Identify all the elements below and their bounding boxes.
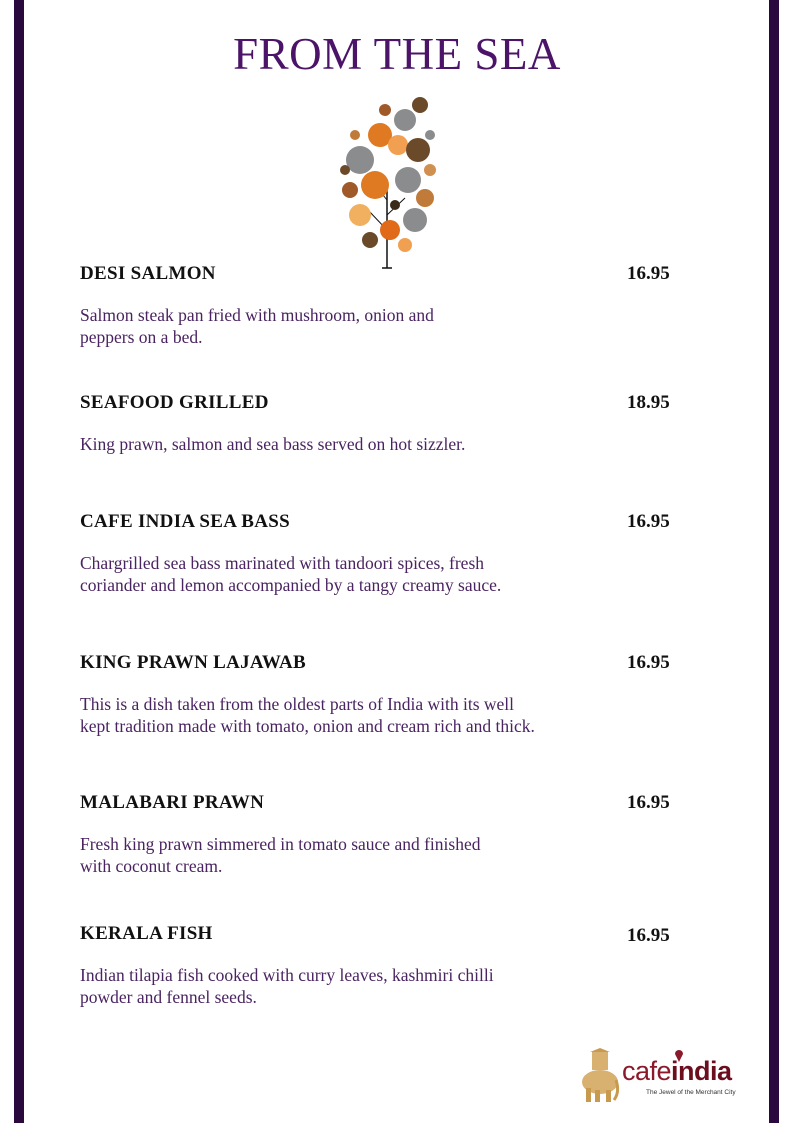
item-price: 18.95	[627, 392, 670, 413]
right-border	[769, 0, 779, 1123]
item-name: MALABARI PRAWN	[80, 792, 265, 813]
item-name: CAFE INDIA SEA BASS	[80, 511, 291, 532]
paisley-tree-icon	[330, 90, 445, 275]
cafe-india-logo	[580, 1046, 740, 1106]
logo-tagline: The Jewel of the Merchant City	[646, 1089, 736, 1096]
item-price: 16.95	[627, 652, 670, 673]
item-description: Chargrilled sea bass marinated with tandoori spices, fresh coriander and lemon accompanied by a tangy creamy sauce.	[80, 553, 502, 595]
item-name: KING PRAWN LAJAWAB	[80, 652, 307, 673]
logo-wordmark: cafeindia	[622, 1056, 732, 1086]
page-title: FROM THE SEA	[233, 29, 561, 79]
item-description: Indian tilapia fish cooked with curry leaves, kashmiri chilli powder and fennel seeds.	[80, 965, 494, 1007]
item-description: Fresh king prawn simmered in tomato sauce and finished with coconut cream.	[80, 834, 481, 876]
item-description: King prawn, salmon and sea bass served on hot sizzler.	[80, 434, 466, 454]
elephant-icon	[580, 1048, 620, 1104]
item-name: DESI SALMON	[80, 263, 216, 284]
item-name: SEAFOOD GRILLED	[80, 392, 269, 413]
item-name: KERALA FISH	[80, 923, 213, 944]
item-price: 16.95	[627, 511, 670, 532]
left-border	[14, 0, 24, 1123]
item-price: 16.95	[627, 263, 670, 284]
item-description: Salmon steak pan fried with mushroom, onion and peppers on a bed.	[80, 305, 434, 347]
item-price: 16.95	[627, 925, 670, 946]
item-description: This is a dish taken from the oldest parts of India with its well kept tradition made with tomato, onion and cream rich and thick.	[80, 694, 535, 736]
item-price: 16.95	[627, 792, 670, 813]
